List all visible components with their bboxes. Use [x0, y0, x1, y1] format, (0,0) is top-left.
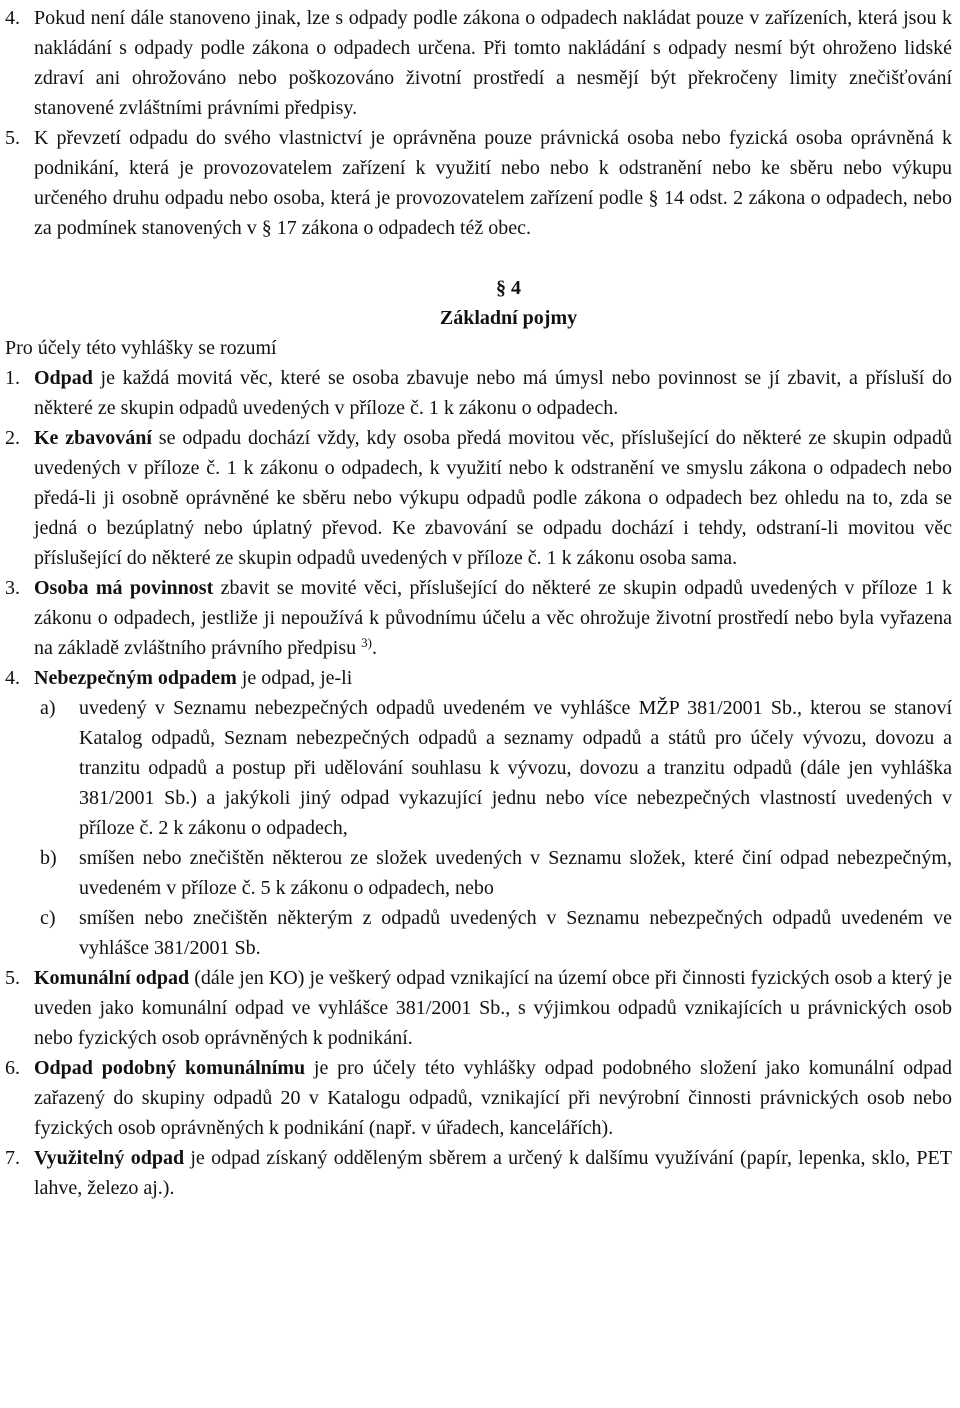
defined-term: Komunální odpad — [34, 967, 190, 989]
definition-text: zbavit se movité věci, příslušející do některé ze skupin odpadů uvedených v příloze 1 k zákonu o odpadech, jestliže ji nepoužívá k původnímu účelu a věc ohrožuje životní prostředí nebo byla vyřazena na základě zvláštního právního předpisu — [34, 577, 952, 659]
definition-5 — [5, 963, 952, 1053]
subitem-text: smíšen nebo znečištěn některou ze složek uvedených v Seznamu složek, které činí odpad nebezpečným, uvedeném v příloze č. 5 k zákonu o odpadech, nebo — [79, 847, 952, 899]
section-intro: Pro účely této vyhlášky se rozumí — [5, 337, 277, 359]
definition-text: je odpad získaný odděleným sběrem a určený k dalšímu využívání (papír, lepenka, sklo, PET lahve, železo aj.). — [34, 1147, 952, 1199]
item-number: 4. — [5, 667, 20, 689]
item-number: 3. — [5, 577, 20, 599]
definition-7 — [5, 1143, 952, 1203]
section-title: Základní pojmy — [439, 307, 578, 329]
defined-term: Využitelný odpad — [34, 1147, 185, 1169]
subitem-text: uvedený v Seznamu nebezpečných odpadů uvedeném ve vyhlášce MŽP 381/2001 Sb., kterou se stanoví Katalog odpadů, Seznam nebezpečných odpadů a seznamy odpadů a států pro účely vývozu, dovozu a tranzitu odpadů a postup při udělování souhlasu k vývozu, dovozu a tranzitu odpadů (dále jen vyhláška 381/2001 Sb.) a jakýkoli jiný odpad vykazující jednu nebo více nebezpečných vlastností uvedených v příloze č. 2 k zákonu o odpadech, — [79, 697, 952, 839]
item-number: 5. — [5, 127, 20, 149]
defined-term: Osoba má povinnost — [34, 577, 214, 599]
subitem-c — [5, 903, 952, 963]
defined-term: Nebezpečným odpadem — [34, 667, 237, 689]
item-number: 6. — [5, 1057, 20, 1079]
item-number: 5. — [5, 967, 20, 989]
subitem-letter: a) — [40, 697, 56, 719]
subitem-letter: b) — [40, 847, 57, 869]
item-number: 7. — [5, 1147, 20, 1169]
paragraph-5 — [5, 123, 952, 243]
defined-term: Odpad — [34, 367, 93, 389]
definition-2 — [5, 423, 952, 573]
definition-text: je odpad, je-li — [236, 667, 353, 689]
definition-4 — [5, 663, 952, 693]
definition-text: je každá movitá věc, které se osoba zbavuje nebo má úmysl nebo povinnost se jí zbavit, a přísluší do některé ze skupin odpadů uvedených v příloze č. 1 k zákonu o odpadech. — [34, 367, 952, 419]
definition-text: (dále jen KO) je veškerý odpad vznikající na území obce při činnosti fyzických osob a který je uveden jako komunální odpad ve vyhlášce 381/2001 Sb., s výjimkou odpadů vznikajících u právnických osob nebo fyzických osob oprávněných k podnikání. — [34, 967, 952, 1049]
defined-term: Odpad podobný komunálnímu — [34, 1057, 306, 1079]
defined-term: Ke zbavování — [34, 427, 152, 449]
definition-6 — [5, 1053, 952, 1143]
definition-1 — [5, 363, 952, 423]
definition-text-end: . — [371, 637, 377, 659]
subitem-text: smíšen nebo znečištěn některým z odpadů uvedených v Seznamu nebezpečných odpadů uvedeném ve vyhlášce 381/2001 Sb. — [79, 907, 952, 959]
footnote-ref: 3) — [361, 635, 372, 650]
spacer — [5, 243, 952, 273]
definition-text: je pro účely této vyhlášky odpad podobného složení jako komunální odpad zařazený do skupiny odpadů 20 v Katalogu odpadů, vznikající při nevýrobní činnosti právnických osob nebo fyzických osob oprávněných k podnikání (např. v úřadech, kancelářích). — [34, 1057, 952, 1139]
subitem-a — [5, 693, 952, 843]
item-text: Pokud není dále stanoveno jinak, lze s odpady podle zákona o odpadech nakládat pouze v zařízeních, která jsou k nakládání s odpady podle zákona o odpadech určena. Při tomto nakládání s odpady nesmí být ohroženo lidské zdraví ani ohrožováno nebo poškozováno životní prostředí a nesmějí být překročeny limity znečišťování stanovené zvláštními právními předpisy. — [34, 7, 952, 119]
item-number: 2. — [5, 427, 20, 449]
item-number: 4. — [5, 7, 20, 29]
item-number: 1. — [5, 367, 20, 389]
definition-text: se odpadu dochází vždy, kdy osoba předá movitou věc, příslušející do některé ze skupin odpadů uvedených v příloze č. 1 k zákonu o odpadech, k využití nebo k odstranění ve smyslu zákona o odpadech nebo předá-li ji osobně oprávněné ke sběru nebo výkupu odpadů podle zákona o odpadech bez ohledu na to, zda se jedná o bezúplatný nebo úplatný převod. Ke zbavování se odpadu dochází i tehdy, odstraní-li movitou věc příslušející do některé ze skupin odpadů uvedených v příloze č. 1 k zákonu osoba sama. — [34, 427, 952, 569]
definition-3 — [5, 573, 952, 663]
subitem-letter: c) — [40, 907, 56, 929]
paragraph-4 — [5, 3, 952, 123]
item-text: K převzetí odpadu do svého vlastnictví je oprávněna pouze právnická osoba nebo fyzická osoba oprávněná k podnikání, která je provozovatelem zařízení k využití nebo nebo k odstranění nebo ke sběru nebo výkupu určeného druhu odpadu nebo osoba, která je provozovatelem zařízení podle § 14 odst. 2 zákona o odpadech, nebo za podmínek stanovených v § 17 zákona o odpadech též obec. — [34, 127, 952, 239]
subitem-b — [5, 843, 952, 903]
section-number: § 4 — [496, 277, 521, 299]
